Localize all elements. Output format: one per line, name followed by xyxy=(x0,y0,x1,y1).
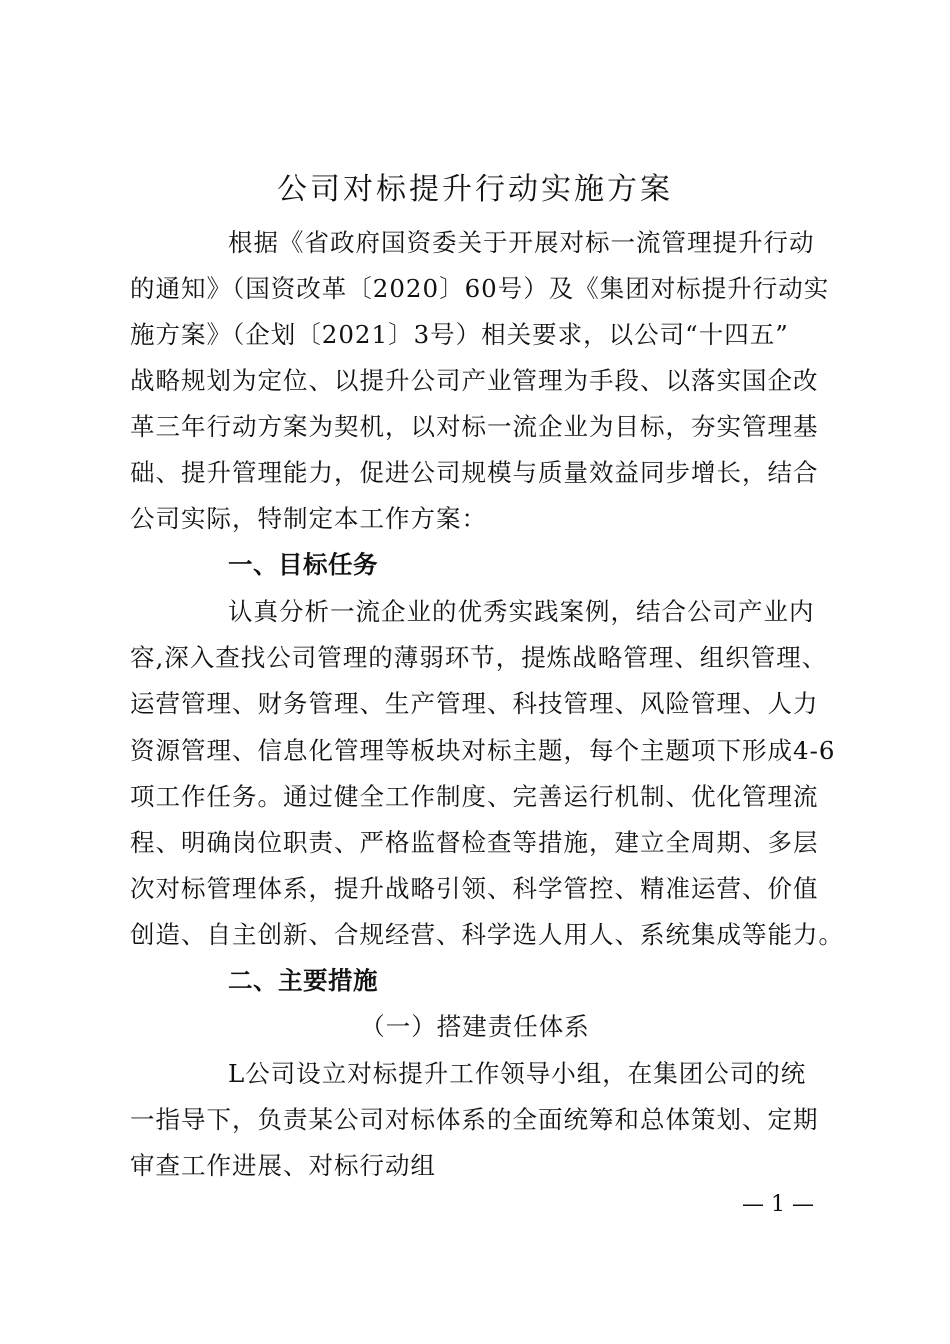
section1-line: 运营管理、财务管理、生产管理、科技管理、风险管理、人力 xyxy=(130,689,819,718)
section1-line: 容,深入查找公司管理的薄弱环节，提炼战略管理、组织管理、 xyxy=(130,643,828,672)
section1-line: 资源管理、信息化管理等板块对标主题，每个主题项下形成4-6 xyxy=(130,736,836,765)
section1-line: 次对标管理体系，提升战略引领、科学管控、精准运营、价值 xyxy=(130,874,819,903)
intro-line: 革三年行动方案为契机，以对标一流企业为目标，夯实管理基 xyxy=(130,412,819,441)
section1-line: 创造、自主创新、合规经营、科学选人用人、系统集成等能力。 xyxy=(130,920,844,949)
section2-line: L公司设立对标提升工作领导小组，在集团公司的统 xyxy=(228,1059,807,1088)
intro-line: 根据《省政府国资委关于开展对标一流管理提升行动 xyxy=(228,228,815,257)
document-title: 公司对标提升行动实施方案 xyxy=(277,172,673,207)
intro-line: 的通知》（国资改革〔2020〕60号）及《集团对标提升行动实 xyxy=(130,274,830,303)
section2-line: 审查工作进展、对标行动组 xyxy=(130,1151,436,1180)
section-heading-measures: 二、主要措施 xyxy=(228,966,378,995)
section-heading-goals: 一、目标任务 xyxy=(228,550,378,579)
subsection-heading: （一）搭建责任体系 xyxy=(360,1012,590,1041)
section2-line: 一指导下，负责某公司对标体系的全面统筹和总体策划、定期 xyxy=(130,1105,819,1134)
section1-line: 程、明确岗位职责、严格监督检查等措施，建立全周期、多层 xyxy=(130,828,819,857)
page-number: — 1 — xyxy=(742,1192,814,1217)
intro-line: 施方案》（企划〔2021〕3号）相关要求，以公司“十四五” xyxy=(130,320,789,349)
intro-line: 公司实际，特制定本工作方案： xyxy=(130,504,487,533)
intro-line: 础、提升管理能力，促进公司规模与质量效益同步增长，结合 xyxy=(130,458,819,487)
intro-line: 战略规划为定位、以提升公司产业管理为手段、以落实国企改 xyxy=(130,366,819,395)
section1-line: 项工作任务。通过健全工作制度、完善运行机制、优化管理流 xyxy=(130,782,819,811)
section1-line: 认真分析一流企业的优秀实践案例，结合公司产业内 xyxy=(228,597,815,626)
